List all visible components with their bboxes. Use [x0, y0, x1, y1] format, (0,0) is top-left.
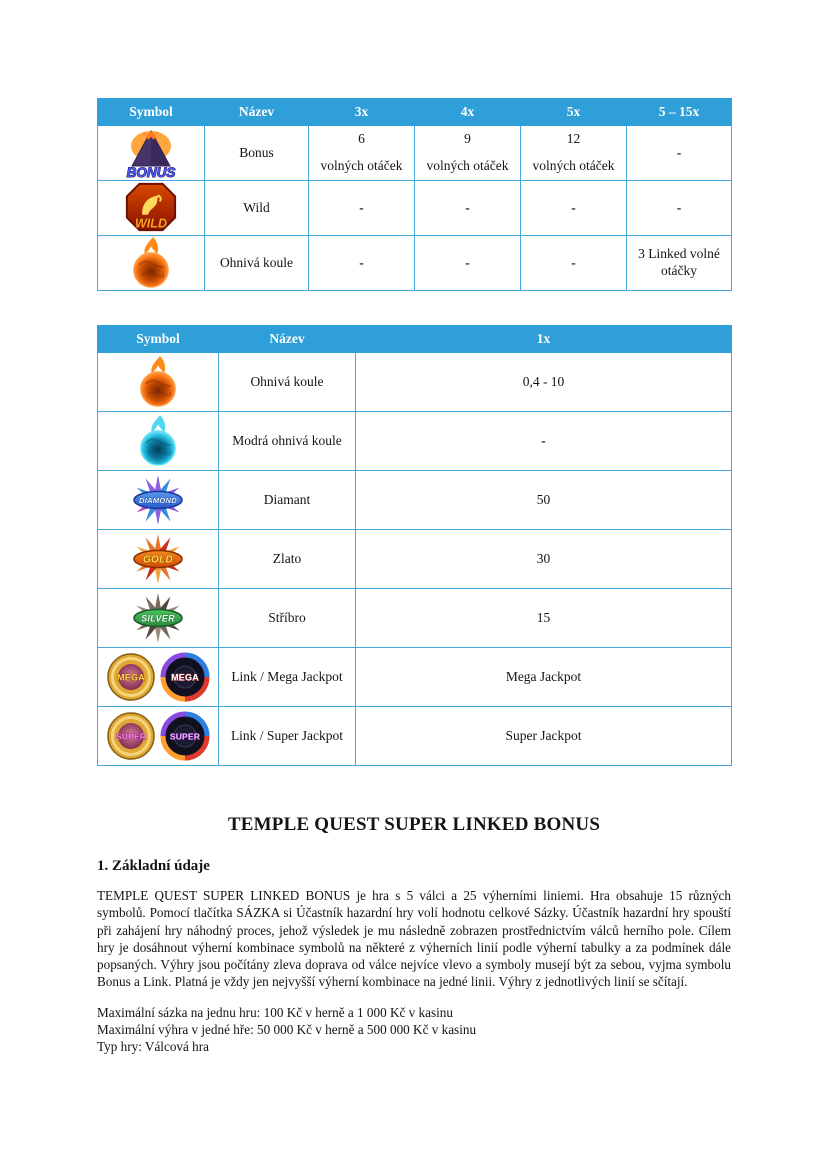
- symbol-cell: [98, 589, 219, 648]
- table-row-silver: [98, 589, 732, 648]
- name-cell: Bonus: [205, 126, 309, 181]
- diamond-icon-label: DIAMOND: [139, 496, 177, 505]
- payout-cell: 30: [356, 530, 732, 589]
- table-row-gold: [98, 530, 732, 589]
- table-header-row: [98, 326, 732, 353]
- name-cell: Ohnivá koule: [205, 236, 309, 291]
- symbol-cell: [98, 236, 205, 291]
- name-cell: Link / Mega Jackpot: [219, 648, 356, 707]
- table-row-blue-fireball: [98, 412, 732, 471]
- column-header-name: Název: [205, 99, 309, 126]
- game-type-line: Typ hry: Válcová hra: [97, 1038, 209, 1054]
- column-header-1x: 1x: [356, 326, 732, 353]
- bonus-icon-label: BONUS: [126, 165, 176, 180]
- body-paragraph: TEMPLE QUEST SUPER LINKED BONUS je hra s 5 válci a 25 výherními liniemi. Hra obsahuje 15 různých symbolů. Pomocí tlačítka SÁZKA si Účastník hazardní hry volí hodnotu celkové Sázky. Účastník hazardní hry spouští při zahájení hry náhodný proces, jehož výsledek je mu následně zobrazen prostřednictvím válců herního pole. Cílem hry je dosáhnout výherní kombinace symbolů na některé z výherních linií podle výherní tabulky a za podmínek dále popsaných. Výhry jsou počítány zleva doprava od válce nejvíce vlevo a symboly musejí být za sebou, vyjma symbolu Bonus a Link. Platná je vždy jen nejvyšší výherní kombinace na jedné linii. Výhry z jednotlivých linií se sčítají.: [97, 888, 731, 990]
- max-win-line: Maximální výhra v jedné hře: 50 000 Kč v herně a 500 000 Kč v kasinu: [97, 1021, 477, 1037]
- payout-cell-5x: 12 volných otáček: [521, 126, 627, 181]
- name-cell: Stříbro: [219, 589, 356, 648]
- blue-fireball-icon: [138, 415, 178, 467]
- name-cell: Modrá ohnivá koule: [219, 412, 356, 471]
- fireball-icon: [138, 356, 178, 408]
- payout-cell-5-15x: 3 Linked volné otáčky: [627, 236, 732, 291]
- payout-cell-4x: -: [415, 236, 521, 291]
- section-heading-basic-info: 1. Základní údaje: [97, 858, 210, 874]
- bonus-symbol-icon: [120, 126, 182, 180]
- max-bet-line: Maximální sázka na jednu hru: 100 Kč v herně a 1 000 Kč v kasinu: [97, 1004, 453, 1020]
- table-row-super-jackpot: [98, 707, 732, 766]
- fireball-icon: [131, 237, 171, 289]
- payout-cell-5-15x: -: [627, 126, 732, 181]
- wild-icon-label: WILD: [134, 216, 168, 231]
- payout-cell: 50: [356, 471, 732, 530]
- payout-cell: 0,4 - 10: [356, 353, 732, 412]
- symbol-cell: [98, 707, 219, 766]
- table-row-wild: [98, 181, 732, 236]
- mega-coin-icon: [106, 652, 156, 702]
- wild-symbol-icon: [123, 181, 179, 235]
- column-header-name: Název: [219, 326, 356, 353]
- symbol-cell: [98, 530, 219, 589]
- column-header-symbol: Symbol: [98, 99, 205, 126]
- page-title: TEMPLE QUEST SUPER LINKED BONUS: [227, 814, 601, 835]
- payout-cell: Super Jackpot: [356, 707, 732, 766]
- super-jackpot-label: SUPER: [169, 731, 201, 742]
- payout-cell: -: [356, 412, 732, 471]
- name-cell: Ohnivá koule: [219, 353, 356, 412]
- super-jackpot-icon: [160, 711, 210, 761]
- symbol-cell: [98, 648, 219, 707]
- column-header-symbol: Symbol: [98, 326, 219, 353]
- table-row-fireball: [98, 353, 732, 412]
- payout-cell-5-15x: -: [627, 181, 732, 236]
- payout-cell: 15: [356, 589, 732, 648]
- document-content: [97, 0, 731, 1055]
- symbol-cell: [98, 126, 205, 181]
- symbol-cell: [98, 181, 205, 236]
- mega-jackpot-icon: [160, 652, 210, 702]
- silver-icon-label: SILVER: [141, 613, 175, 624]
- diamond-symbol-icon: [125, 474, 191, 526]
- limits-block: [97, 1004, 731, 1055]
- gold-icon-label: GOLD: [142, 554, 174, 566]
- mega-jackpot-label: MEGA: [171, 672, 199, 683]
- paytable-special-symbols: [97, 98, 732, 291]
- symbol-cell: [98, 353, 219, 412]
- name-cell: Zlato: [219, 530, 356, 589]
- paytable-regular-symbols: [97, 325, 732, 766]
- payout-cell-5x: -: [521, 236, 627, 291]
- payout-cell-4x: 9 volných otáček: [415, 126, 521, 181]
- silver-symbol-icon: [125, 592, 191, 644]
- table-row-bonus: [98, 126, 732, 181]
- table-row-mega-jackpot: [98, 648, 732, 707]
- table-row-fireball: [98, 236, 732, 291]
- gold-symbol-icon: [125, 533, 191, 585]
- symbol-cell: [98, 471, 219, 530]
- table-row-diamond: [98, 471, 732, 530]
- payout-cell-3x: 6 volných otáček: [309, 126, 415, 181]
- name-cell: Wild: [205, 181, 309, 236]
- payout-cell: Mega Jackpot: [356, 648, 732, 707]
- name-cell: Link / Super Jackpot: [219, 707, 356, 766]
- payout-cell-5x: -: [521, 181, 627, 236]
- payout-cell-3x: -: [309, 236, 415, 291]
- column-header-5-15x: 5 – 15x: [627, 99, 732, 126]
- super-coin-icon: [106, 711, 156, 761]
- payout-cell-3x: -: [309, 181, 415, 236]
- name-cell: Diamant: [219, 471, 356, 530]
- super-coin-label: SUPER: [115, 731, 147, 742]
- column-header-3x: 3x: [309, 99, 415, 126]
- table-header-row: [98, 99, 732, 126]
- payout-cell-4x: -: [415, 181, 521, 236]
- column-header-5x: 5x: [521, 99, 627, 126]
- symbol-cell: [98, 412, 219, 471]
- column-header-4x: 4x: [415, 99, 521, 126]
- mega-coin-label: MEGA: [117, 672, 145, 683]
